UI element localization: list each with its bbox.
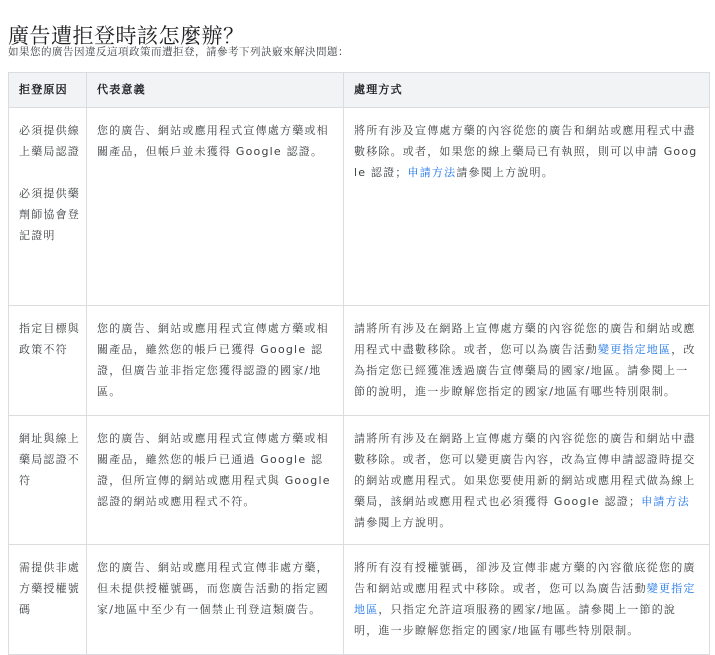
reason-cell: 網址與線上藥局認證不符 (9, 416, 87, 545)
table-row (9, 306, 710, 416)
action-cell (344, 545, 710, 655)
action-text: 請將所有涉及在網路上宣傳處方藥的內容從您的廣告和網站或應用程式中盡數移除。或者，您可以為廣告活動 (354, 322, 696, 356)
action-text: 將所有涉及宣傳處方藥的內容從您的廣告和網站或應用程式中盡數移除。或者，如果您的線上藥局已有執照，則可以申請 Google 認證； (354, 124, 698, 179)
meaning-cell: 您的廣告、網站或應用程式宣傳處方藥或相關產品，雖然您的帳戶已獲得 Google 認證，但廣告並非指定您獲得認證的國家/地區。 (87, 306, 344, 416)
action-text: 請參閱上方說明。 (354, 516, 452, 529)
action-text: ，改為指定您已經獲准透過廣告宣傳藥局的國家/地區。請參閱上一節的說明，進一步瞭解您指定的國家/地區有哪些特別限制。 (354, 343, 696, 398)
column-header-action: 處理方式 (344, 73, 710, 108)
page-title: 廣告遭拒登時該怎麼辦？ (8, 24, 245, 49)
reason-cell (9, 108, 87, 306)
action-text: ，只指定允許這項服務的國家/地區。請參閱上一節的說明，進一步瞭解您指定的國家/地區有哪些特別限制。 (354, 603, 677, 637)
table-row (9, 416, 710, 545)
change-target-region-link[interactable]: 變更指定地區 (598, 343, 672, 356)
table-row (9, 545, 710, 655)
reason-text: 必須提供線上藥局認證 (19, 124, 80, 158)
column-header-meaning: 代表意義 (87, 73, 344, 108)
application-method-link[interactable]: 申請方法 (641, 495, 690, 508)
table-row (9, 108, 710, 306)
reason-cell: 需提供非處方藥授權號碼 (9, 545, 87, 655)
meaning-cell: 您的廣告、網站或應用程式宣傳非處方藥，但未提供授權號碼，而您廣告活動的指定國家/地區中至少有一個禁止刊登這類廣告。 (87, 545, 344, 655)
application-method-link[interactable]: 申請方法 (407, 166, 457, 179)
column-header-reason: 拒登原因 (9, 73, 87, 108)
reason-cell: 指定目標與政策不符 (9, 306, 87, 416)
change-target-region-link[interactable]: 變更指定地區 (354, 582, 696, 616)
intro-text: 如果您的廣告因違反這項政策而遭拒登，請參考下列訣竅來解決問題： (8, 46, 349, 58)
meaning-cell: 您的廣告、網站或應用程式宣傳處方藥或相關產品，雖然您的帳戶已通過 Google 認證，但所宣傳的網站或應用程式與 Google 認證的網站或應用程式不符。 (87, 416, 344, 545)
action-text: 將所有沒有授權號碼，卻涉及宣傳非處方藥的內容徹底從您的廣告和網站或應用程式中移除。或者，您可以為廣告活動 (354, 561, 696, 595)
action-text: 請參閱上方說明。 (456, 166, 554, 179)
action-cell (344, 108, 710, 306)
meaning-cell: 您的廣告、網站或應用程式宣傳處方藥或相關產品，但帳戶並未獲得 Google 認證。 (87, 108, 344, 306)
table-header-row (9, 73, 710, 108)
action-cell (344, 306, 710, 416)
reason-text: 必須提供藥劑師協會登記證明 (19, 187, 80, 242)
action-text: 請將所有涉及在網路上宣傳處方藥的內容從您的廣告和網站中盡數移除。或者，您可以變更廣告內容，改為宣傳申請認證時提交的網站或應用程式。如果您要使用新的網站或應用程式做為線上藥局，該網站或應用程式也必須獲得 Google 認證； (354, 432, 696, 508)
rejection-reasons-table (8, 72, 710, 655)
action-cell (344, 416, 710, 545)
